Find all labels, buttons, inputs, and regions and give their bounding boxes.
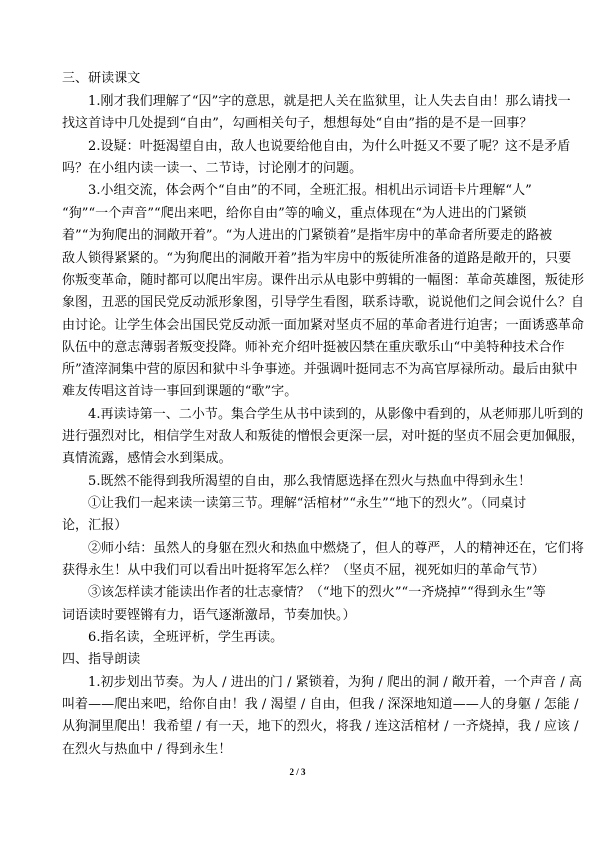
text-line: 1.刚才我们理解了“囚”字的意思，就是把人关在监狱里，让人失去自由！那么请找一 (88, 94, 571, 109)
text-line: 着”“为狗爬出的洞敞开着”。“为人进出的门紧锁着”是指牢房中的革命者所要走的路被 (62, 228, 553, 243)
section-heading: 三、研读课文 (62, 71, 141, 86)
text-line: 4.再读诗第一、二小节。集合学生从书中读到的，从影像中看到的，从老师那儿听到的 (88, 407, 584, 422)
text-line: 论，汇报） (62, 518, 128, 533)
text-line: 5.既然不能得到我所渴望的自由，那么我情愿选择在烈火与热血中得到永生！ (88, 474, 532, 489)
text-line: 进行强烈对比，相信学生对敌人和叛徒的憎恨会更深一层，对叶挺的坚贞不屈会更加佩服， (62, 429, 585, 444)
text-line: 队伍中的意志薄弱者叛变投降。师补充介绍叶挺被囚禁在重庆歌乐山“中美特种技术合作 (62, 340, 565, 355)
text-line: 词语读时要铿锵有力，语气逐渐激昂，节奏加快。） (62, 608, 356, 623)
section-heading: 四、指导朗读 (62, 652, 141, 667)
text-line: 真情流露，感情会水到渠成。 (62, 451, 232, 466)
text-line: 2.设疑：叶挺渴望自由，敌人也说要给他自由，为什么叶挺又不要了呢？这不是矛盾 (88, 139, 571, 154)
text-line: 你叛变革命，随时都可以爬出牢房。课件出示从电影中剪辑的一幅图：革命英雄图，叛徒形 (62, 273, 585, 288)
text-line: 难友传唱这首诗一事回到课题的“歌”字。 (62, 384, 298, 399)
text-line: 敌人锁得紧紧的。“为狗爬出的洞敞开着”指为牢房中的叛徒所准备的道路是敞开的，只要 (62, 251, 572, 266)
text-line: 叫着——爬出来吧，给你自由！我 / 渴望 / 自由，但我 / 深深地知道——人的身躯 / 怎能 / (62, 697, 579, 712)
text-line: “狗”“一个声音”“爬出来吧，给你自由”等的喻义，重点体现在“为人进出的门紧锁 (62, 206, 527, 221)
text-line: 在烈火与热血中 / 得到永生！ (62, 742, 232, 757)
text-line: 找这首诗中几处提到“自由”，勾画相关句子，想想每处“自由”指的是不是一回事？ (62, 116, 533, 131)
text-line: 由讨论。让学生体会出国民党反动派一面加紧对坚贞不屈的革命者进行迫害；一面诱惑革命 (62, 318, 585, 333)
text-line: 获得永生！从中我们可以看出叶挺将军怎么样？（坚贞不屈，视死如归的革命气节） (62, 563, 545, 578)
text-line: 1.初步划出节奏。为人 / 进出的门 / 紧锁着，为狗 / 爬出的洞 / 敞开着，一个声音 / 高 (88, 675, 583, 690)
text-line: ③该怎样读才能读出作者的壮志豪情？（“地下的烈火”“一齐烧掉”“得到永生”等 (88, 585, 546, 600)
text-line: 3.小组交流，体会两个“自由”的不同，全班汇报。相机出示词语卡片理解“人” (88, 183, 532, 198)
text-line: ①让我们一起来读一读第三节。理解“活棺材”“永生”“地下的烈火”。（同桌讨 (88, 496, 527, 511)
text-line: 6.指名读，全班评析，学生再读。 (88, 630, 284, 645)
text-line: ②师小结：虽然人的身躯在烈火和热血中燃烧了，但人的尊严，人的精神还在，它们将 (88, 541, 584, 556)
text-line: 从狗洞里爬出！我希望 / 有一天，地下的烈火，将我 / 连这活棺材 / 一齐烧掉，我 / 应该 / (62, 719, 579, 734)
text-line: 吗？在小组内读一读一、二节诗，讨论刚才的问题。 (62, 161, 363, 176)
text-line: 所”渣滓洞集中营的原因和狱中斗争事迹。并强调叶挺同志不为高官厚禄所动。最后由狱中 (62, 362, 578, 377)
text-line: 象图，丑恶的国民党反动派形象图，引导学生看图，联系诗歌，说说他们之间会说什么？自 (62, 295, 585, 310)
page-number: 2 / 3 (289, 767, 306, 777)
